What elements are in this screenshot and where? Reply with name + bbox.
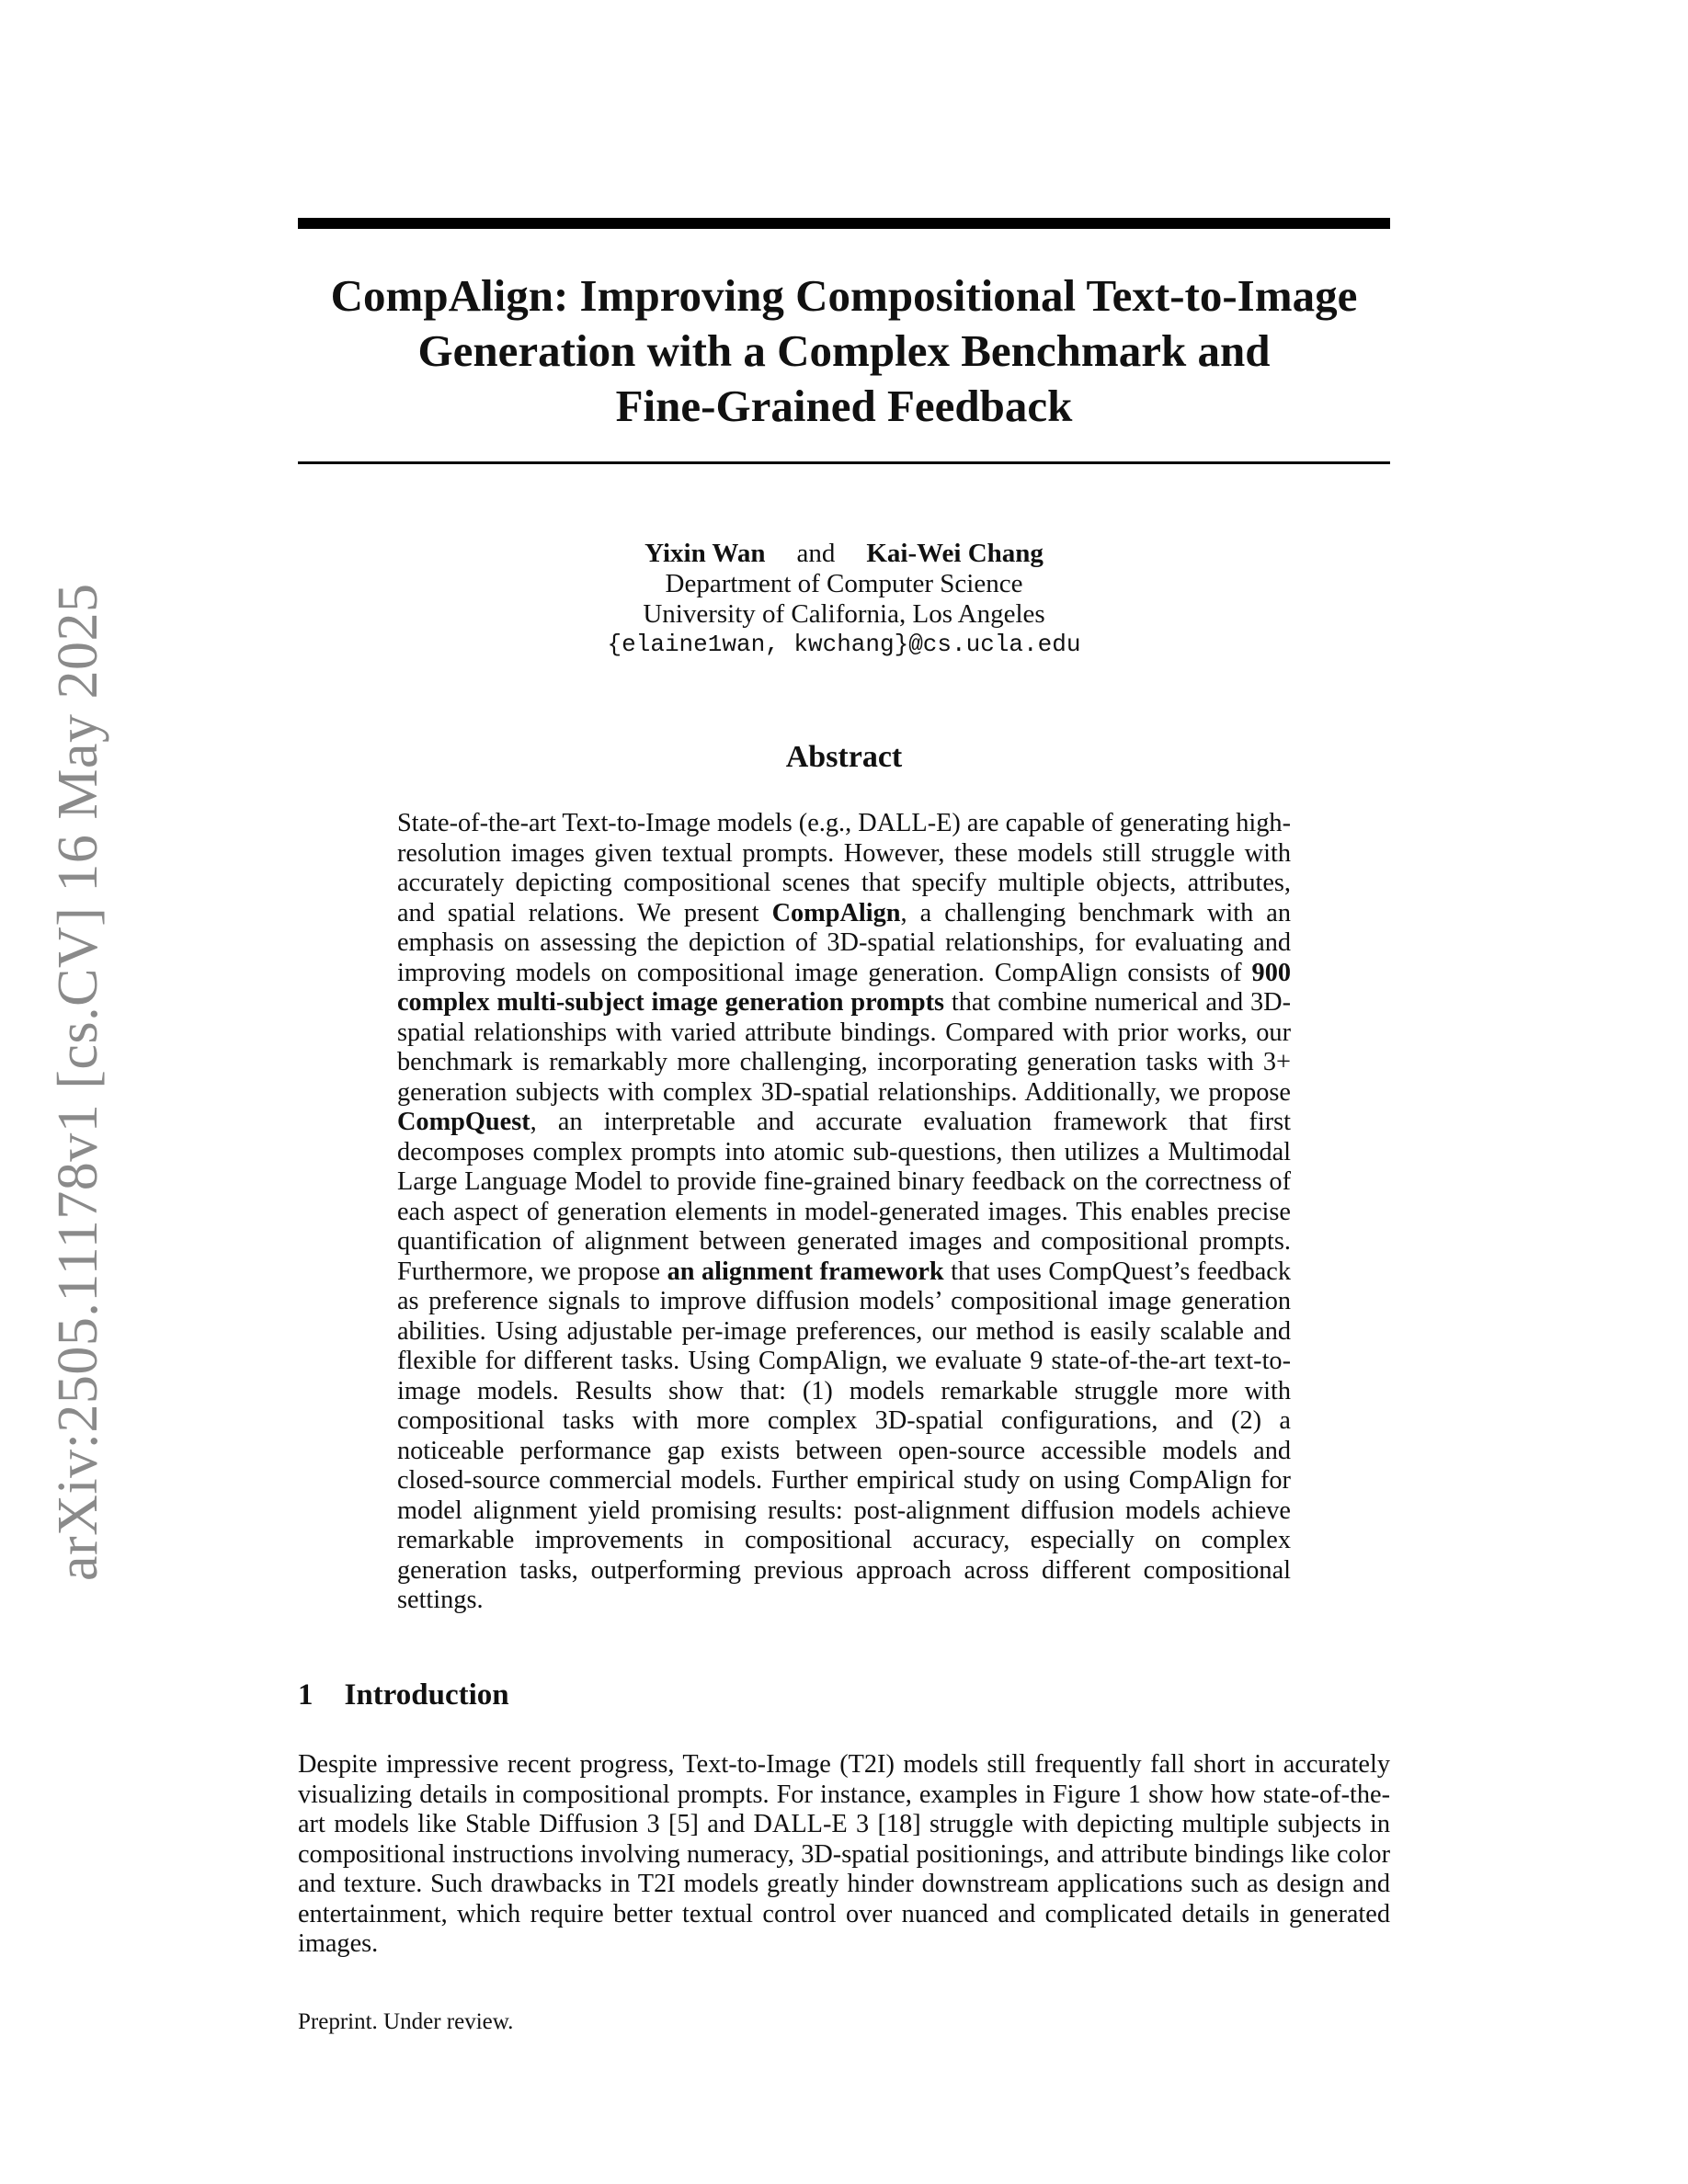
abstract-text-3: that combine numerical and 3D-spatial relationships with varied attribute bindings. Compared with prior works, our benchmark is remarkably more challenging, incorporating generation tasks with 3+ generation subjects with complex 3D-spatial relationships. Additionally, we propose xyxy=(397,988,1291,1107)
author-university: University of California, Los Angeles xyxy=(643,599,1045,629)
abstract-bold-alignment-framework: an alignment framework xyxy=(667,1257,944,1286)
author-department: Department of Computer Science xyxy=(665,569,1023,598)
paper-title xyxy=(298,268,1390,434)
abstract-text-5: that uses CompQuest’s feedback as preference signals to improve diffusion models’ compositional image generation abilities. Using adjustable per-image preferences, our method is easily scalable and flexible for different tasks. Using CompAlign, we evaluate 9 state-of-the-art text-to-image models. Results show that: (1) models remarkable struggle more with compositional tasks with more complex 3D-spatial configurations, and (2) a noticeable performance gap exists between open-source accessible models and closed-source commercial models. Further empirical study on using CompAlign for model alignment yield promising results: post-alignment diffusion models achieve remarkable improvements in compositional accuracy, especially on complex generation tasks, outperforming previous approach across different compositional settings. xyxy=(397,1257,1291,1614)
arxiv-identifier-stamp: arXiv:2505.11178v1 [cs.CV] 16 May 2025 xyxy=(47,583,109,1581)
title-line-2: Generation with a Complex Benchmark and xyxy=(417,325,1271,376)
title-top-rule xyxy=(298,218,1390,229)
preprint-footer: Preprint. Under review. xyxy=(298,2009,514,2034)
abstract-heading: Abstract xyxy=(785,740,903,774)
introduction-body: Despite impressive recent progress, Text-to-Image (T2I) models still frequently fall short in accurately visualizing details in compositional prompts. For instance, examples in Figure 1 show how state-of-the-art models like Stable Diffusion 3 [5] and DALL-E 3 [18] struggle with depicting multiple subjects in compositional instructions involving numeracy, 3D-spatial positionings, and attribute bindings like color and texture. Such drawbacks in T2I models greatly hinder downstream applications such as design and entertainment, which require better textual control over nuanced and complicated details in generated images. xyxy=(298,1750,1390,1958)
section-number: 1 xyxy=(298,1678,314,1712)
abstract-bold-prompts: 900 complex multi-subject image generation prompts xyxy=(397,958,1291,1017)
author-email: {elaine1wan, kwchang}@cs.ucla.edu xyxy=(607,631,1081,658)
title-bottom-rule xyxy=(298,461,1390,464)
title-line-3: Fine-Grained Feedback xyxy=(615,381,1073,431)
author-block xyxy=(298,539,1390,660)
abstract-bold-compalign: CompAlign xyxy=(771,898,901,927)
author-1: Yixin Wan xyxy=(644,539,766,568)
abstract-bold-compquest: CompQuest xyxy=(397,1108,530,1136)
abstract-text-1: State-of-the-art Text-to-Image models (e.g., DALL-E) are capable of generating high-resolution images given textual prompts. However, these models still struggle with accurately depicting compositional scenes that specify multiple objects, attributes, and spatial relations. We present xyxy=(397,809,1291,927)
author-conjunction: and xyxy=(796,539,836,568)
abstract-text-2: , a challenging benchmark with an emphasis on assessing the depiction of 3D-spatial relationships, for evaluating and improving models on compositional image generation. CompAlign consists of xyxy=(397,898,1292,987)
author-2: Kai-Wei Chang xyxy=(866,539,1044,568)
abstract-body xyxy=(397,809,1291,1616)
author-names xyxy=(298,539,1390,569)
abstract-text-4: , an interpretable and accurate evaluation framework that first decomposes complex prompts into atomic sub-questions, then utilizes a Multimodal Large Language Model to provide fine-grained binary feedback on the correctness of each aspect of generation elements in model-generated images. This enables precise quantification of alignment between generated images and compositional prompts. Furthermore, we propose xyxy=(397,1108,1291,1286)
section-heading-introduction xyxy=(298,1678,509,1712)
title-line-1: CompAlign: Improving Compositional Text-to-Image xyxy=(330,270,1358,321)
section-title: Introduction xyxy=(344,1678,509,1712)
